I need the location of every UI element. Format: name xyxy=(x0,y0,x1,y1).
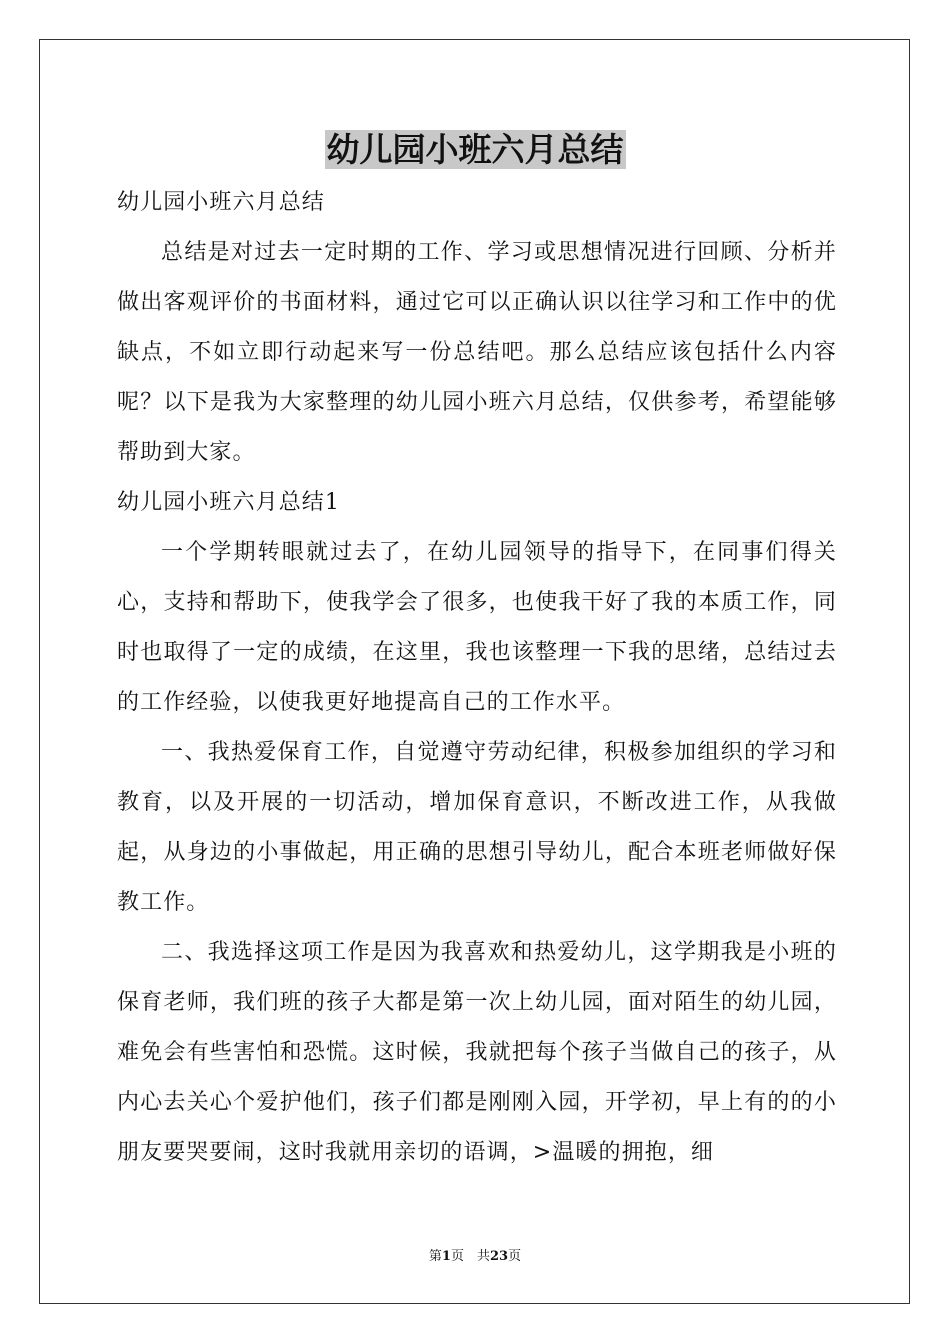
section-heading-1: 幼儿园小班六月总结1 xyxy=(117,490,340,515)
page-footer xyxy=(0,1248,950,1266)
body-paragraph-1: 一个学期转眼就过去了，在幼儿园领导的指导下，在同事们得关心，支持和帮助下，使我学会了很多，也使我干好了我的本质工作，同时也取得了一定的成绩，在这里，我也该整理一下我的思绪，总结过去的工作经验，以使我更好地提高自己的工作水平。 xyxy=(117,540,837,715)
footer-page-mid: 页 共 xyxy=(450,1249,490,1264)
footer-page-total: 23 xyxy=(489,1249,509,1264)
section-heading-intro: 幼儿园小班六月总结 xyxy=(117,190,325,215)
footer-page-current: 1 xyxy=(441,1249,451,1264)
footer-page-suffix: 页 xyxy=(508,1249,522,1264)
footer-page-prefix: 第 xyxy=(428,1249,442,1264)
body-paragraph-2: 一、我热爱保育工作，自觉遵守劳动纪律，积极参加组织的学习和教育，以及开展的一切活动，增加保育意识，不断改进工作，从我做起，从身边的小事做起，用正确的思想引导幼儿，配合本班老师做好保教工作。 xyxy=(117,740,837,915)
document-title xyxy=(0,126,950,174)
document-title-text: 幼儿园小班六月总结 xyxy=(326,130,624,169)
document-body xyxy=(117,178,837,1178)
body-paragraph-3: 二、我选择这项工作是因为我喜欢和热爱幼儿，这学期我是小班的保育老师，我们班的孩子大都是第一次上幼儿园，面对陌生的幼儿园，难免会有些害怕和恐慌。这时候，我就把每个孩子当做自己的孩子，从内心去关心个爱护他们，孩子们都是刚刚入园，开学初，早上有的的小朋友要哭要闹，这时我就用亲切的语调，>温暖的拥抱，细 xyxy=(117,940,837,1165)
intro-paragraph: 总结是对过去一定时期的工作、学习或思想情况进行回顾、分析并做出客观评价的书面材料，通过它可以正确认识以往学习和工作中的优缺点，不如立即行动起来写一份总结吧。那么总结应该包括什么内容呢？以下是我为大家整理的幼儿园小班六月总结，仅供参考，希望能够帮助到大家。 xyxy=(117,240,837,465)
